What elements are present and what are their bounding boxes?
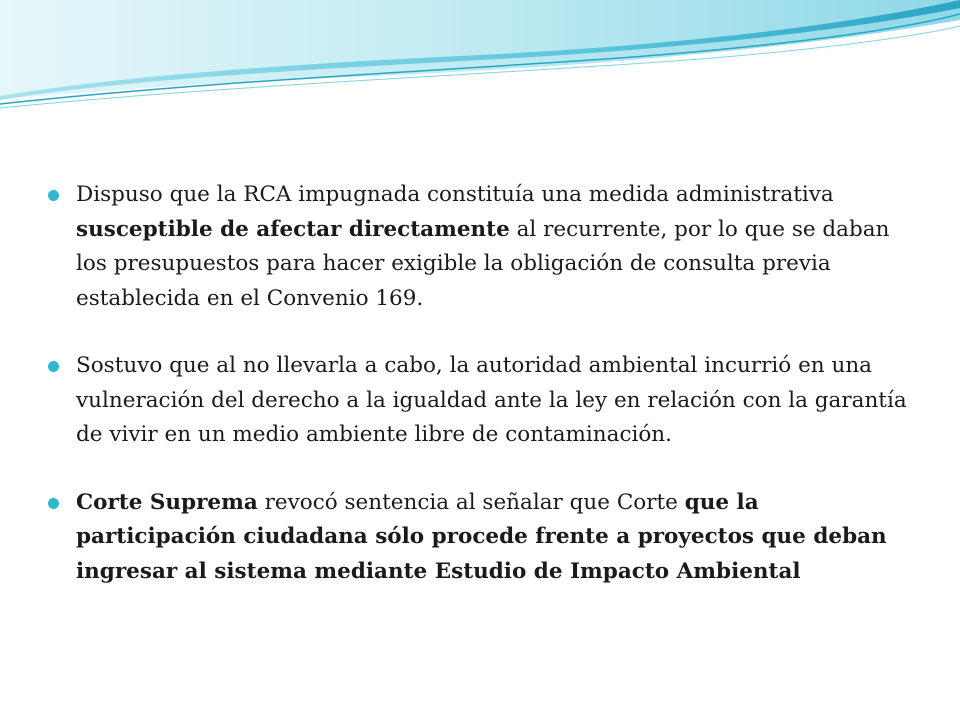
bullet-item: [48, 486, 918, 590]
bullet-dot-icon: [48, 190, 59, 201]
bullet-bold-text: que la participación ciudadana sólo procede frente a proyectos que deban ingresar al sistema mediante Estudio de Impacto Ambiental: [76, 489, 887, 584]
bullet-text: al recurrente, por lo que se daban los presupuestos para hacer exigible la obligación de consulta previa establecida en el Convenio 169.: [76, 216, 890, 311]
bullet-list: [48, 178, 918, 622]
bullet-text: revocó sentencia al señalar que Corte: [257, 489, 685, 515]
bullet-text: Dispuso que la RCA impugnada constituía una medida administrativa: [76, 182, 834, 207]
bullet-bold-text: Corte Suprema: [76, 489, 258, 515]
bullet-dot-icon: [48, 498, 59, 509]
bullet-item: [48, 349, 918, 453]
bullet-text: Sostuvo que al no llevarla a cabo, la autoridad ambiental incurrió en una vulneración del derecho a la igualdad ante la ley en relación con la garantía de vivir en un medio ambiente libre de contaminación.: [76, 353, 907, 447]
header-wave-decoration: [0, 0, 960, 110]
bullet-dot-icon: [48, 361, 59, 372]
bullet-item: [48, 178, 918, 316]
bullet-bold-text: susceptible de afectar directamente: [76, 216, 510, 242]
